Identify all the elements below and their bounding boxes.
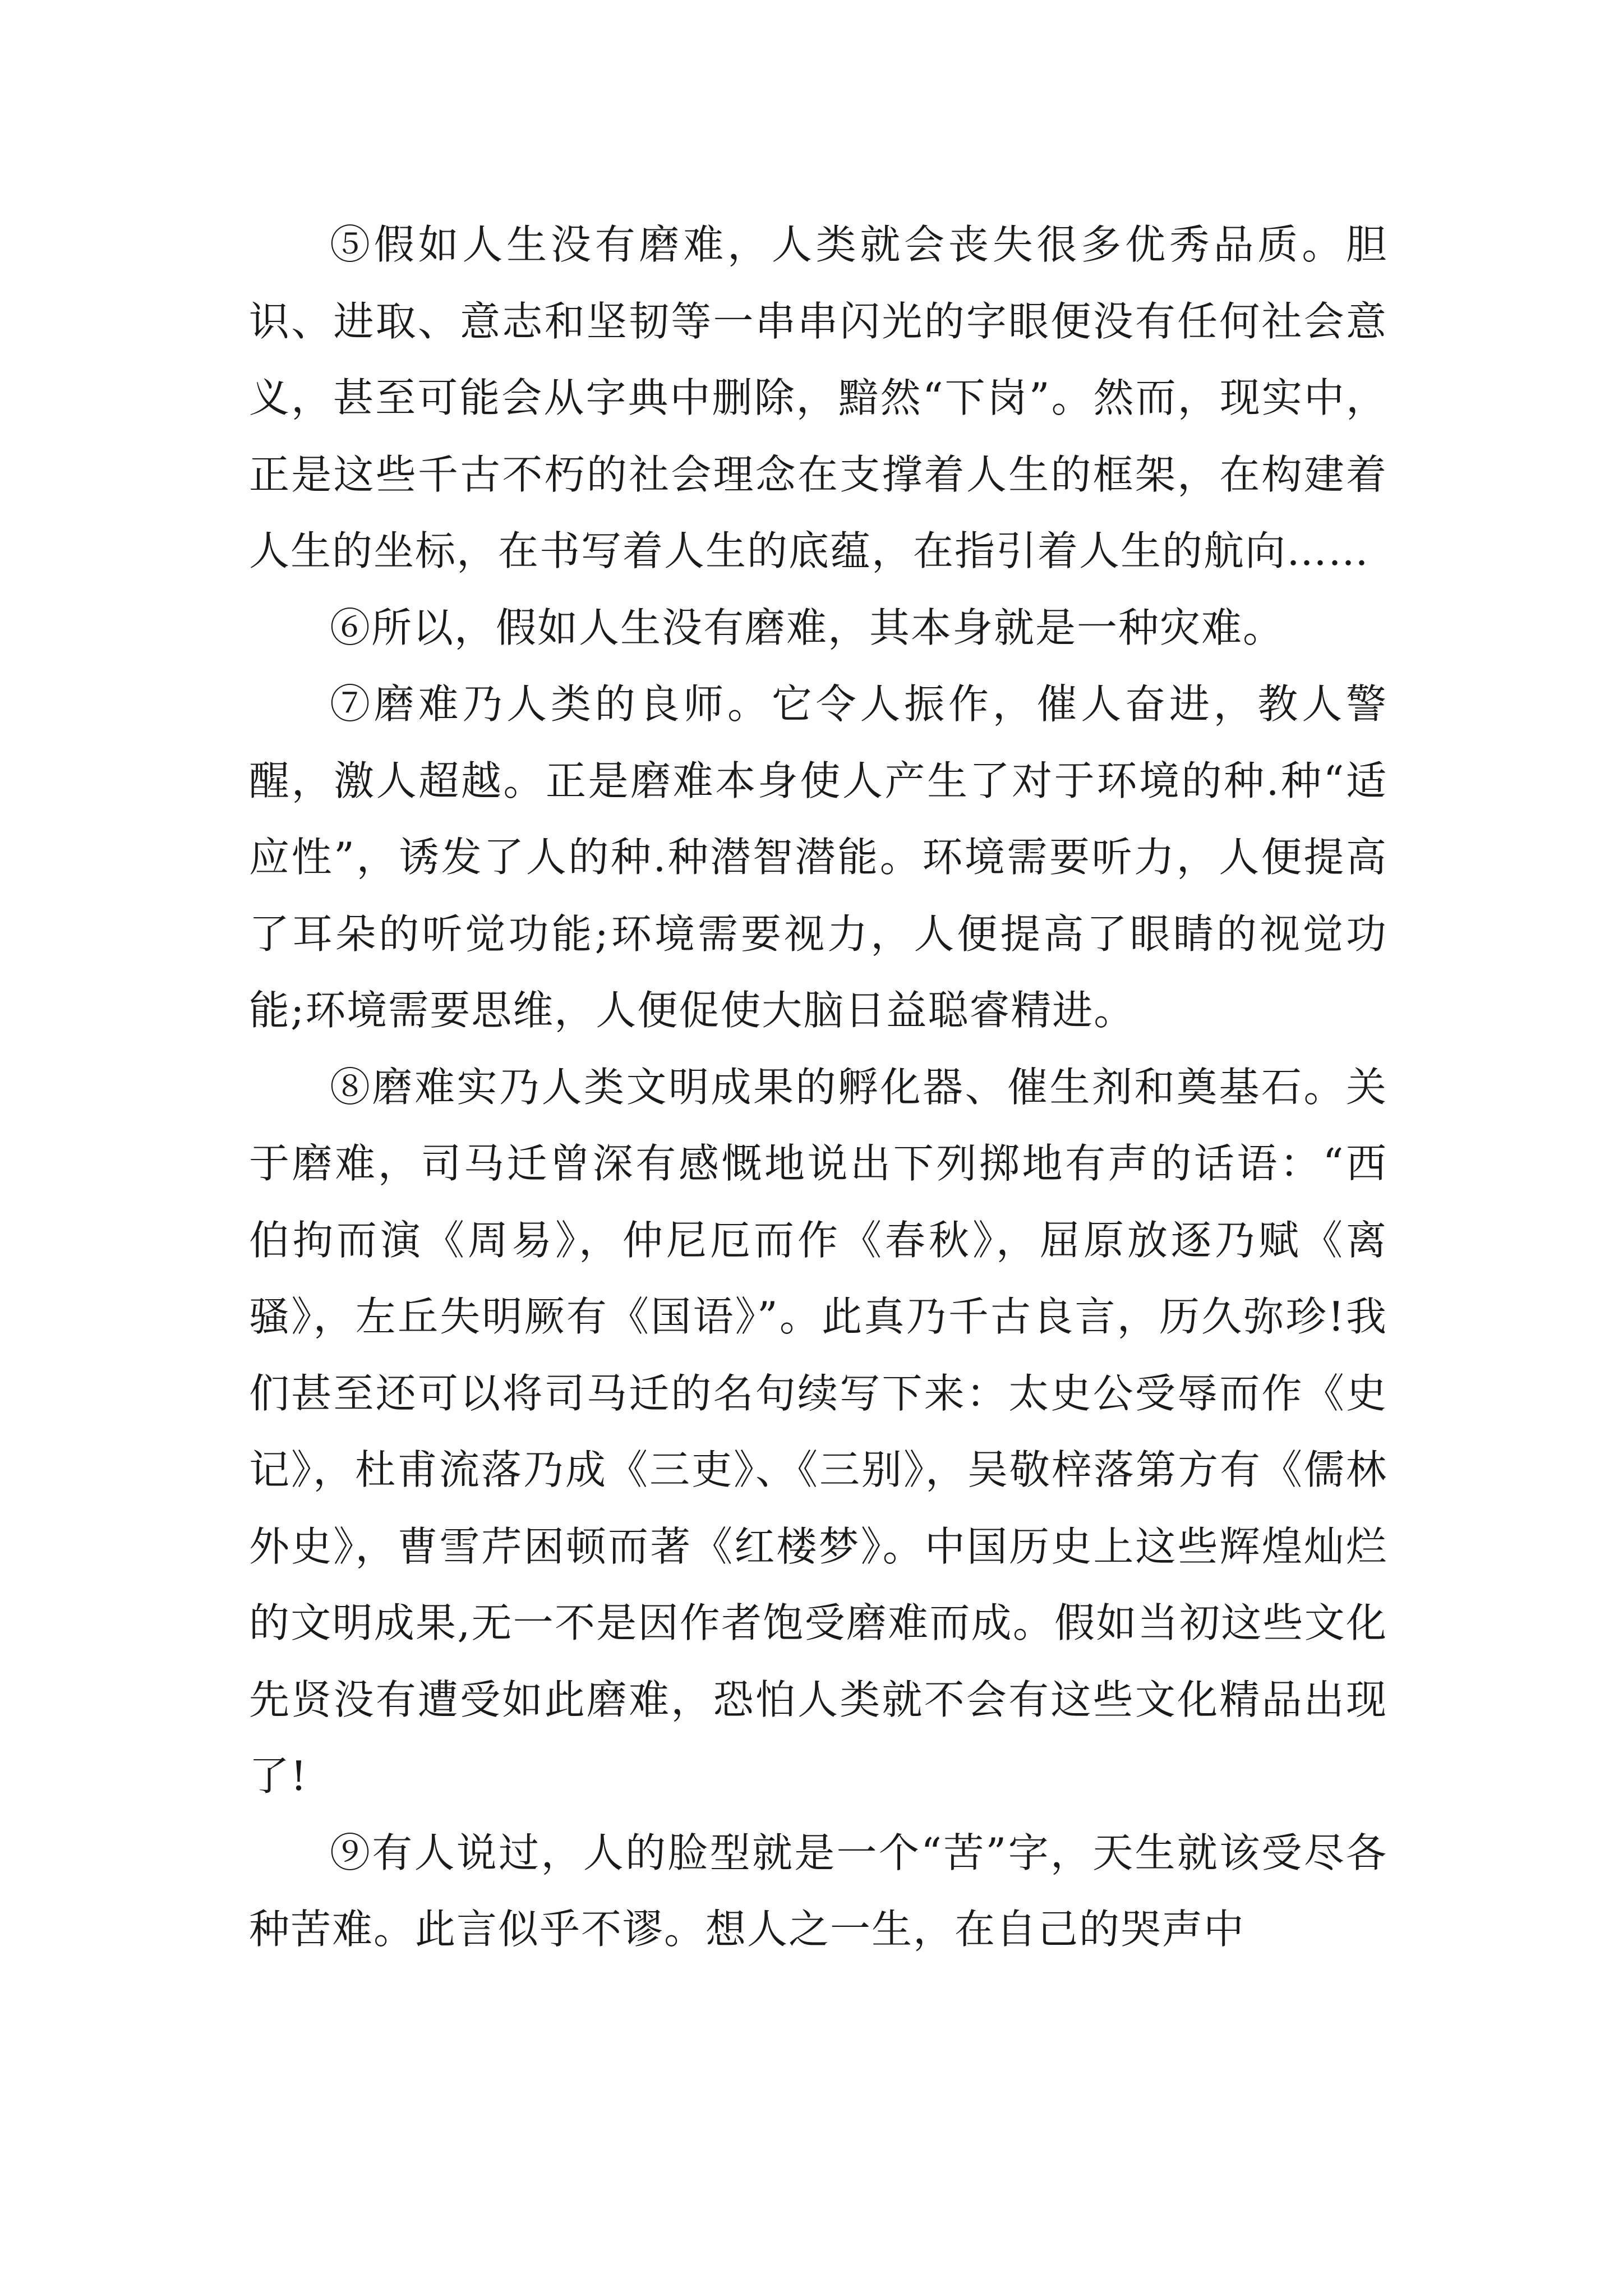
- paragraph-9: ⑨有人说过，人的脸型就是一个“苦”字，天生就该受尽各种苦难。此言似乎不谬。想人之一生，在自己的哭声中: [249, 1829, 1387, 1953]
- essay-text: [249, 206, 1387, 1968]
- paragraph-5: ⑤假如人生没有磨难，人类就会丧失很多优秀品质。胆识、进取、意志和坚韧等一串串闪光的字眼便没有任何社会意义，甚至可能会从字典中删除，黯然“下岗”。然而，现实中，正是这些千古不朽的社会理念在支撑着人生的框架，在构建着人生的坐标，在书写着人生的底蕴，在指引着人生的航向……: [249, 221, 1387, 574]
- paragraph-7: ⑦磨难乃人类的良师。它令人振作，催人奋进，教人警醒，激人超越。正是磨难本身使人产生了对于环境的种.种“适应性”，诱发了人的种.种潜智潜能。环境需要听力，人便提高了耳朵的听觉功能;环境需要视力，人便提高了眼睛的视觉功能;环境需要思维，人便促使大脑日益聪睿精进。: [249, 680, 1387, 1034]
- paragraph-6: ⑥所以，假如人生没有磨难，其本身就是一种灾难。: [330, 604, 1285, 651]
- paragraph-8: ⑧磨难实乃人类文明成果的孵化器、催生剂和奠基石。关于磨难，司马迁曾深有感慨地说出下列掷地有声的话语：“西伯拘而演《周易》，仲尼厄而作《春秋》，屈原放逐乃赋《离骚》，左丘失明厥有《国语》”。此真乃千古良言，历久弥珍!我们甚至还可以将司马迁的名句续写下来：太史公受辱而作《史记》，杜甫流落乃成《三吏》、《三别》，吴敬梓落第方有《儒林外史》，曹雪芹困顿而著《红楼梦》。中国历史上这些辉煌灿烂的文明成果,无一不是因作者饱受磨难而成。假如当初这些文化先贤没有遭受如此磨难，恐怕人类就不会有这些文化精品出现了!: [249, 1063, 1387, 1800]
